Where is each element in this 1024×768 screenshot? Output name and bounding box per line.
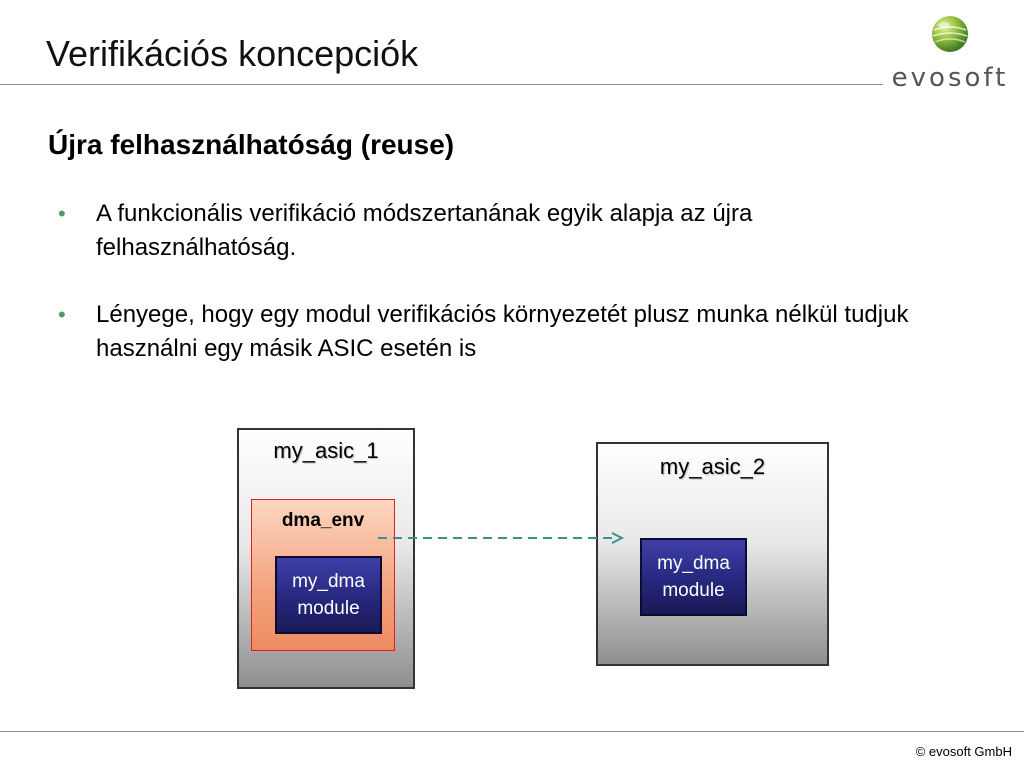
footer-copyright: © evosoft GmbH [915, 744, 1012, 759]
bullet-marker: • [58, 201, 66, 226]
bullet-item [56, 197, 936, 265]
module-type: module [662, 580, 725, 601]
module-name: my_dma [657, 553, 730, 574]
title-divider [0, 84, 883, 85]
logo-wordmark: evosoft [891, 63, 1009, 93]
bullet-text: Lényege, hogy egy modul verifikációs környezetét plusz munka nélkül tudjuk használni egy másik ASIC esetén is [96, 301, 909, 362]
reuse-arrow [378, 528, 628, 548]
asic-2-label: my_asic_2 [659, 454, 766, 479]
dma-env-label: dma_env [281, 510, 365, 531]
bullet-list [56, 197, 936, 366]
bullet-text: A funkcionális verifikáció módszertanának egyik alapja az újra felhasználhatóság. [96, 200, 753, 261]
dma-module-box [275, 556, 382, 634]
company-logo [888, 14, 1010, 93]
asic-1-box [237, 428, 415, 689]
slide-subtitle: Újra felhasználhatóság (reuse) [48, 129, 455, 160]
asic-2-box [596, 442, 829, 666]
dma-module-box [640, 538, 747, 616]
bullet-marker: • [58, 302, 66, 327]
bullet-item [56, 298, 936, 366]
globe-icon [930, 14, 970, 54]
slide-title: Verifikációs koncepciók [46, 33, 419, 74]
module-type: module [297, 598, 360, 619]
asic-1-label: my_asic_1 [273, 438, 379, 463]
dma-env-box [251, 499, 395, 651]
arrow-head [612, 533, 622, 543]
footer-divider [0, 731, 1024, 732]
module-name: my_dma [292, 571, 365, 592]
